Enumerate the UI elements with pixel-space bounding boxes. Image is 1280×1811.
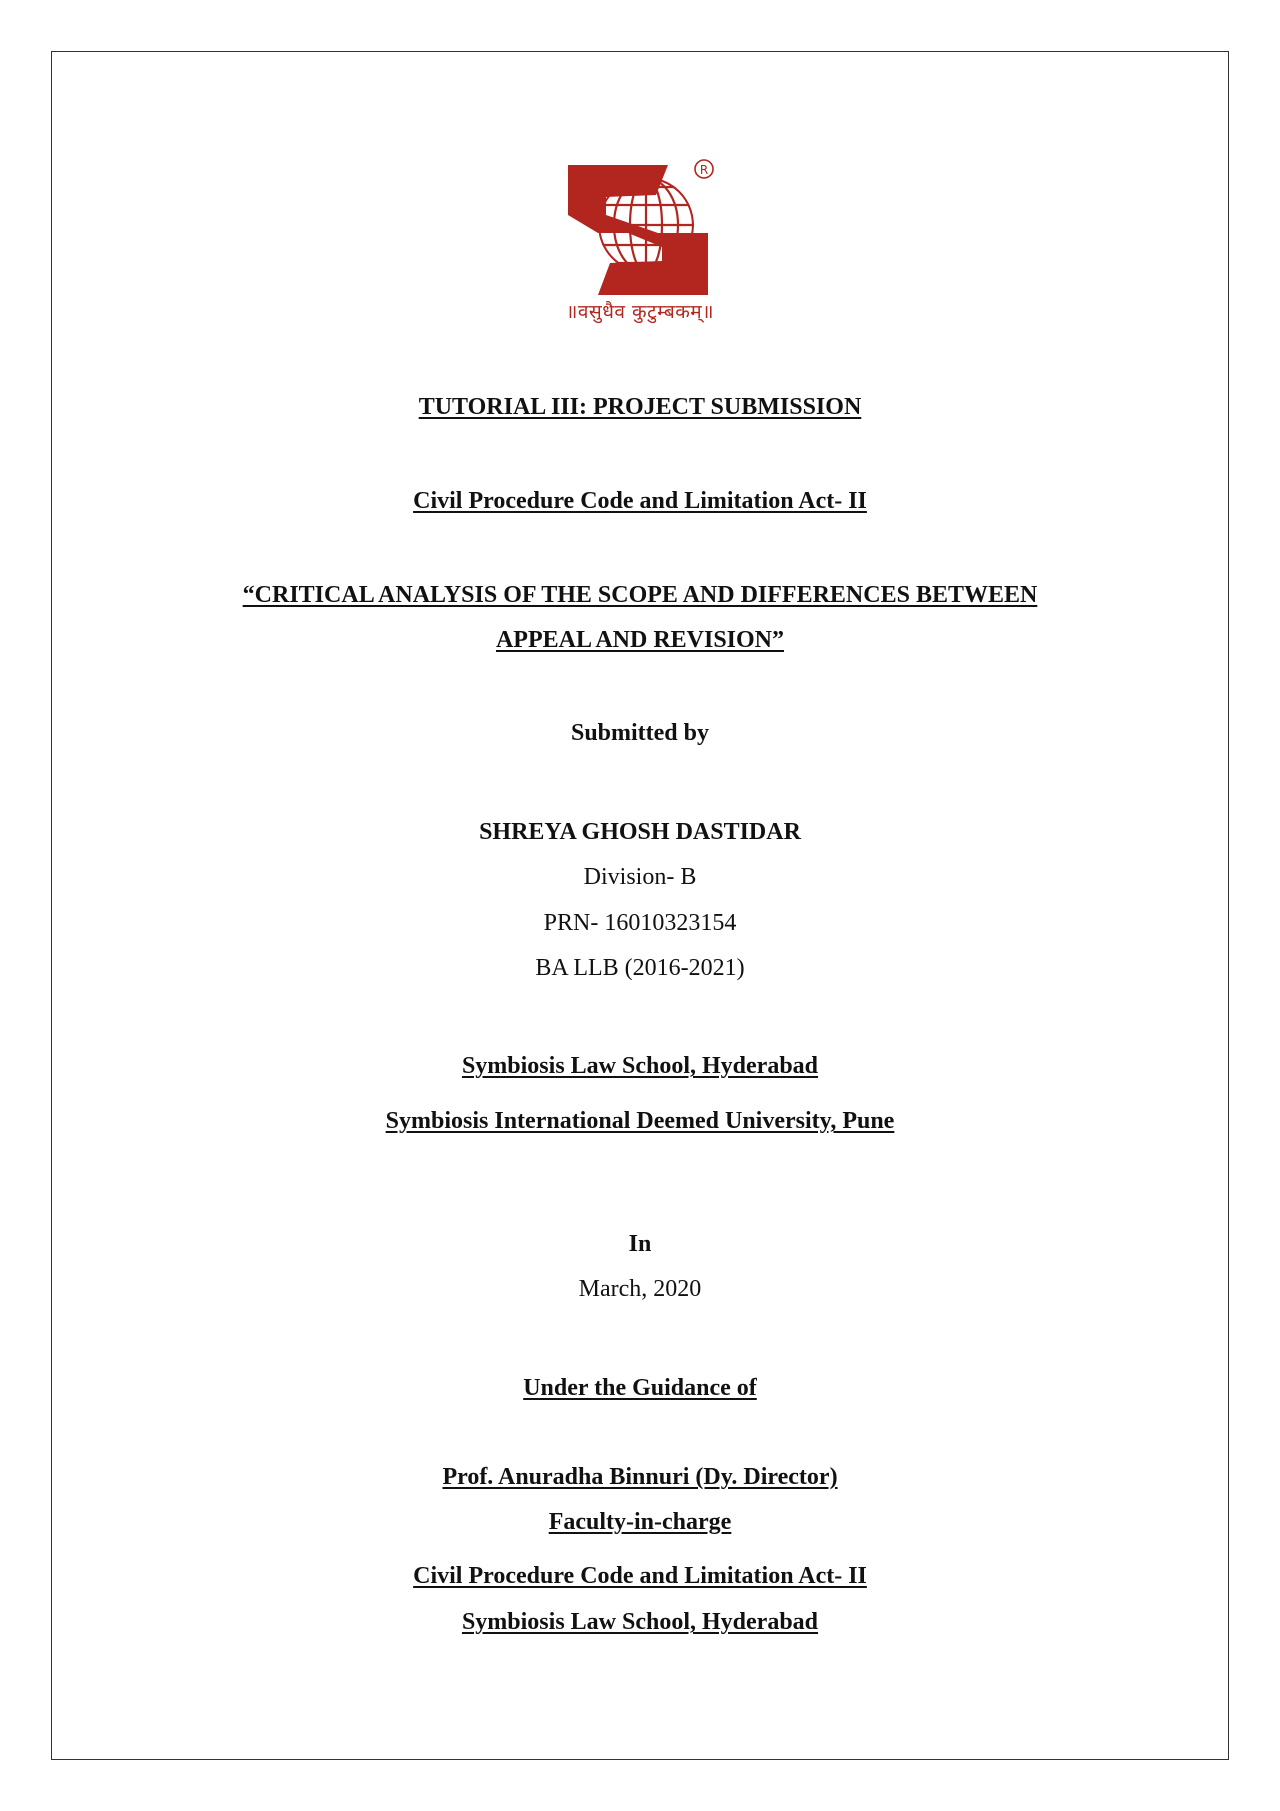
guide-course: Civil Procedure Code and Limitation Act- II xyxy=(413,1563,867,1589)
course-heading: Civil Procedure Code and Limitation Act- II xyxy=(413,488,867,514)
guide-name: Prof. Anuradha Binnuri (Dy. Director) xyxy=(442,1464,838,1490)
project-title-line-2: APPEAL AND REVISION” xyxy=(495,627,785,653)
project-title-line-1: “CRITICAL ANALYSIS OF THE SCOPE AND DIFFERENCES BETWEEN xyxy=(242,582,1038,608)
student-division: Division- B xyxy=(583,864,697,890)
registered-mark: R xyxy=(699,163,709,177)
guidance-label: Under the Guidance of xyxy=(523,1375,757,1401)
guide-role: Faculty-in-charge xyxy=(548,1509,732,1535)
student-name: SHREYA GHOSH DASTIDAR xyxy=(479,819,801,845)
school-name: Symbiosis Law School, Hyderabad xyxy=(461,1053,819,1079)
date-label: In xyxy=(628,1231,652,1257)
submitted-by-label: Submitted by xyxy=(570,720,710,746)
university-name: Symbiosis International Deemed University, Pune xyxy=(385,1108,895,1134)
student-prn: PRN- 16010323154 xyxy=(543,910,737,936)
submission-date: March, 2020 xyxy=(578,1276,702,1302)
tutorial-heading: TUTORIAL III: PROJECT SUBMISSION xyxy=(418,394,862,420)
student-program: BA LLB (2016-2021) xyxy=(535,955,745,981)
logo-motto: ॥वसुधैव कुटुम्बकम्॥ xyxy=(565,301,715,323)
guide-school: Symbiosis Law School, Hyderabad xyxy=(461,1609,819,1635)
